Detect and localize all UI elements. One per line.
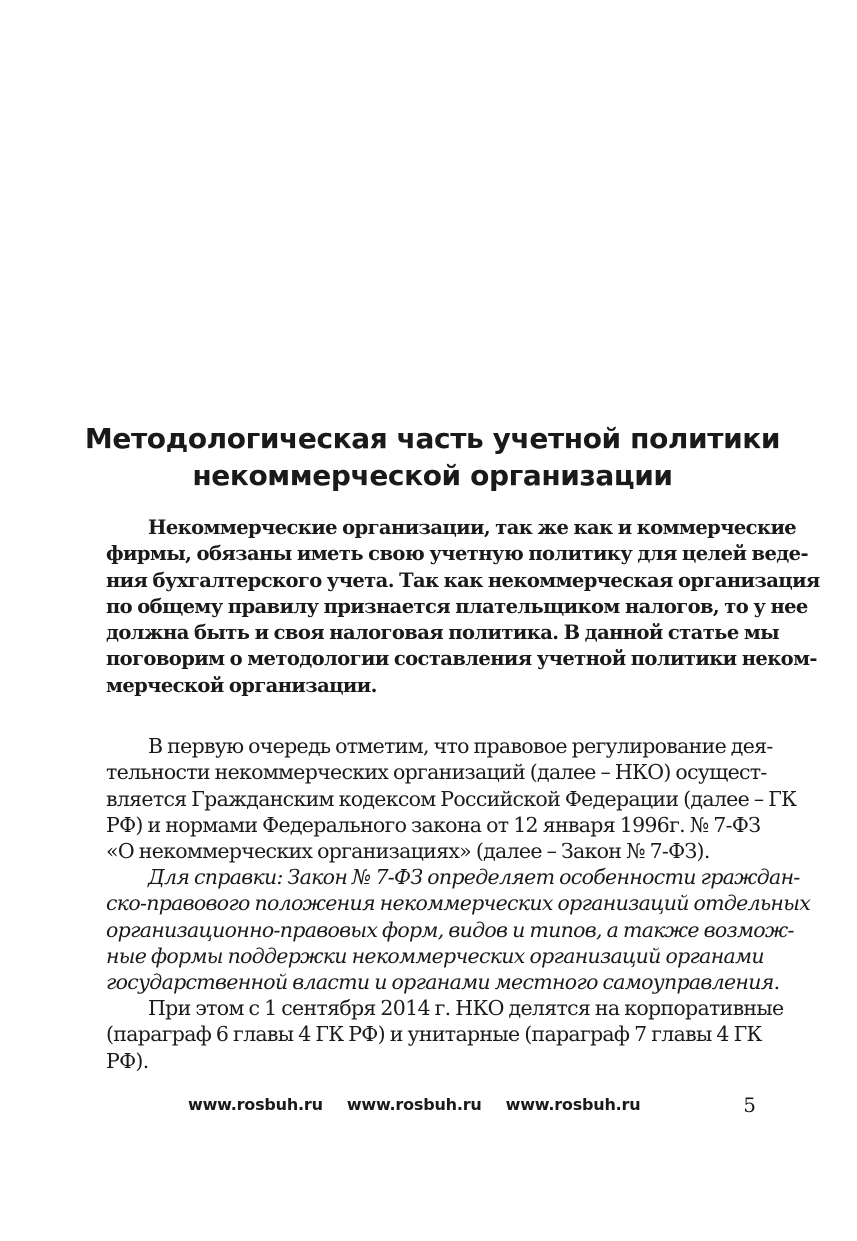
text-line: ные формы поддержки некоммерческих организаций органами xyxy=(106,943,764,968)
text-line: Для справки: Закон № 7-ФЗ определяет особенности граждан- xyxy=(148,865,800,889)
title-line: некоммерческой организации xyxy=(192,459,673,492)
text-line: В первую очередь отметим, что правовое регулирование дея- xyxy=(148,734,773,758)
footer-link[interactable]: www.rosbuh.ru xyxy=(346,1095,482,1114)
text-line: РФ). xyxy=(106,1048,149,1073)
text-line: по общему правилу признается плательщиком налогов, то у нее xyxy=(106,594,808,618)
article-title xyxy=(60,420,805,494)
text-line: государственной власти и органами местного самоуправления. xyxy=(106,970,780,995)
footer-link[interactable]: www.rosbuh.ru xyxy=(505,1095,641,1114)
body-paragraph xyxy=(106,733,797,864)
text-line: ско-правового положения некоммерческих организаций отдельных xyxy=(106,891,811,916)
footer-link[interactable]: www.rosbuh.ru xyxy=(188,1095,323,1114)
text-line: РФ) и нормами Федерального закона от 12 января 1996г. № 7-ФЗ xyxy=(106,812,761,837)
text-line: фирмы, обязаны иметь свою учетную политику для целей веде- xyxy=(106,542,808,566)
text-line: Некоммерческие организации, так же как и коммерческие xyxy=(148,516,797,539)
page-number: 5 xyxy=(743,1093,756,1117)
text-line: организационно-правовых форм, видов и типов, а также возмож- xyxy=(106,917,794,942)
title-line: Методологическая часть учетной политики xyxy=(84,422,781,455)
text-line: вляется Гражданским кодексом Российской Федерации (далее – ГК xyxy=(106,786,797,811)
text-line: ния бухгалтерского учета. Так как некоммерческая организация xyxy=(106,568,820,592)
text-line: тельности некоммерческих организаций (далее – НКО) осущест- xyxy=(106,760,767,785)
text-line: поговорим о методологии составления учетной политики неком- xyxy=(106,647,817,671)
text-line: «О некоммерческих организациях» (далее – Закон № 7-ФЗ). xyxy=(106,839,710,864)
text-line: При этом с 1 сентября 2014 г. НКО делятся на корпоративные xyxy=(148,996,784,1020)
footer-links xyxy=(188,1090,640,1120)
text-line: мерческой организации. xyxy=(106,673,377,697)
lead-paragraph xyxy=(106,515,820,699)
reference-note xyxy=(106,864,811,995)
body-paragraph xyxy=(106,995,784,1074)
page-footer xyxy=(106,1090,756,1120)
text-line: (параграф 6 главы 4 ГК РФ) и унитарные (параграф 7 главы 4 ГК xyxy=(106,1022,762,1047)
text-line: должна быть и своя налоговая политика. В данной статье мы xyxy=(106,621,780,645)
